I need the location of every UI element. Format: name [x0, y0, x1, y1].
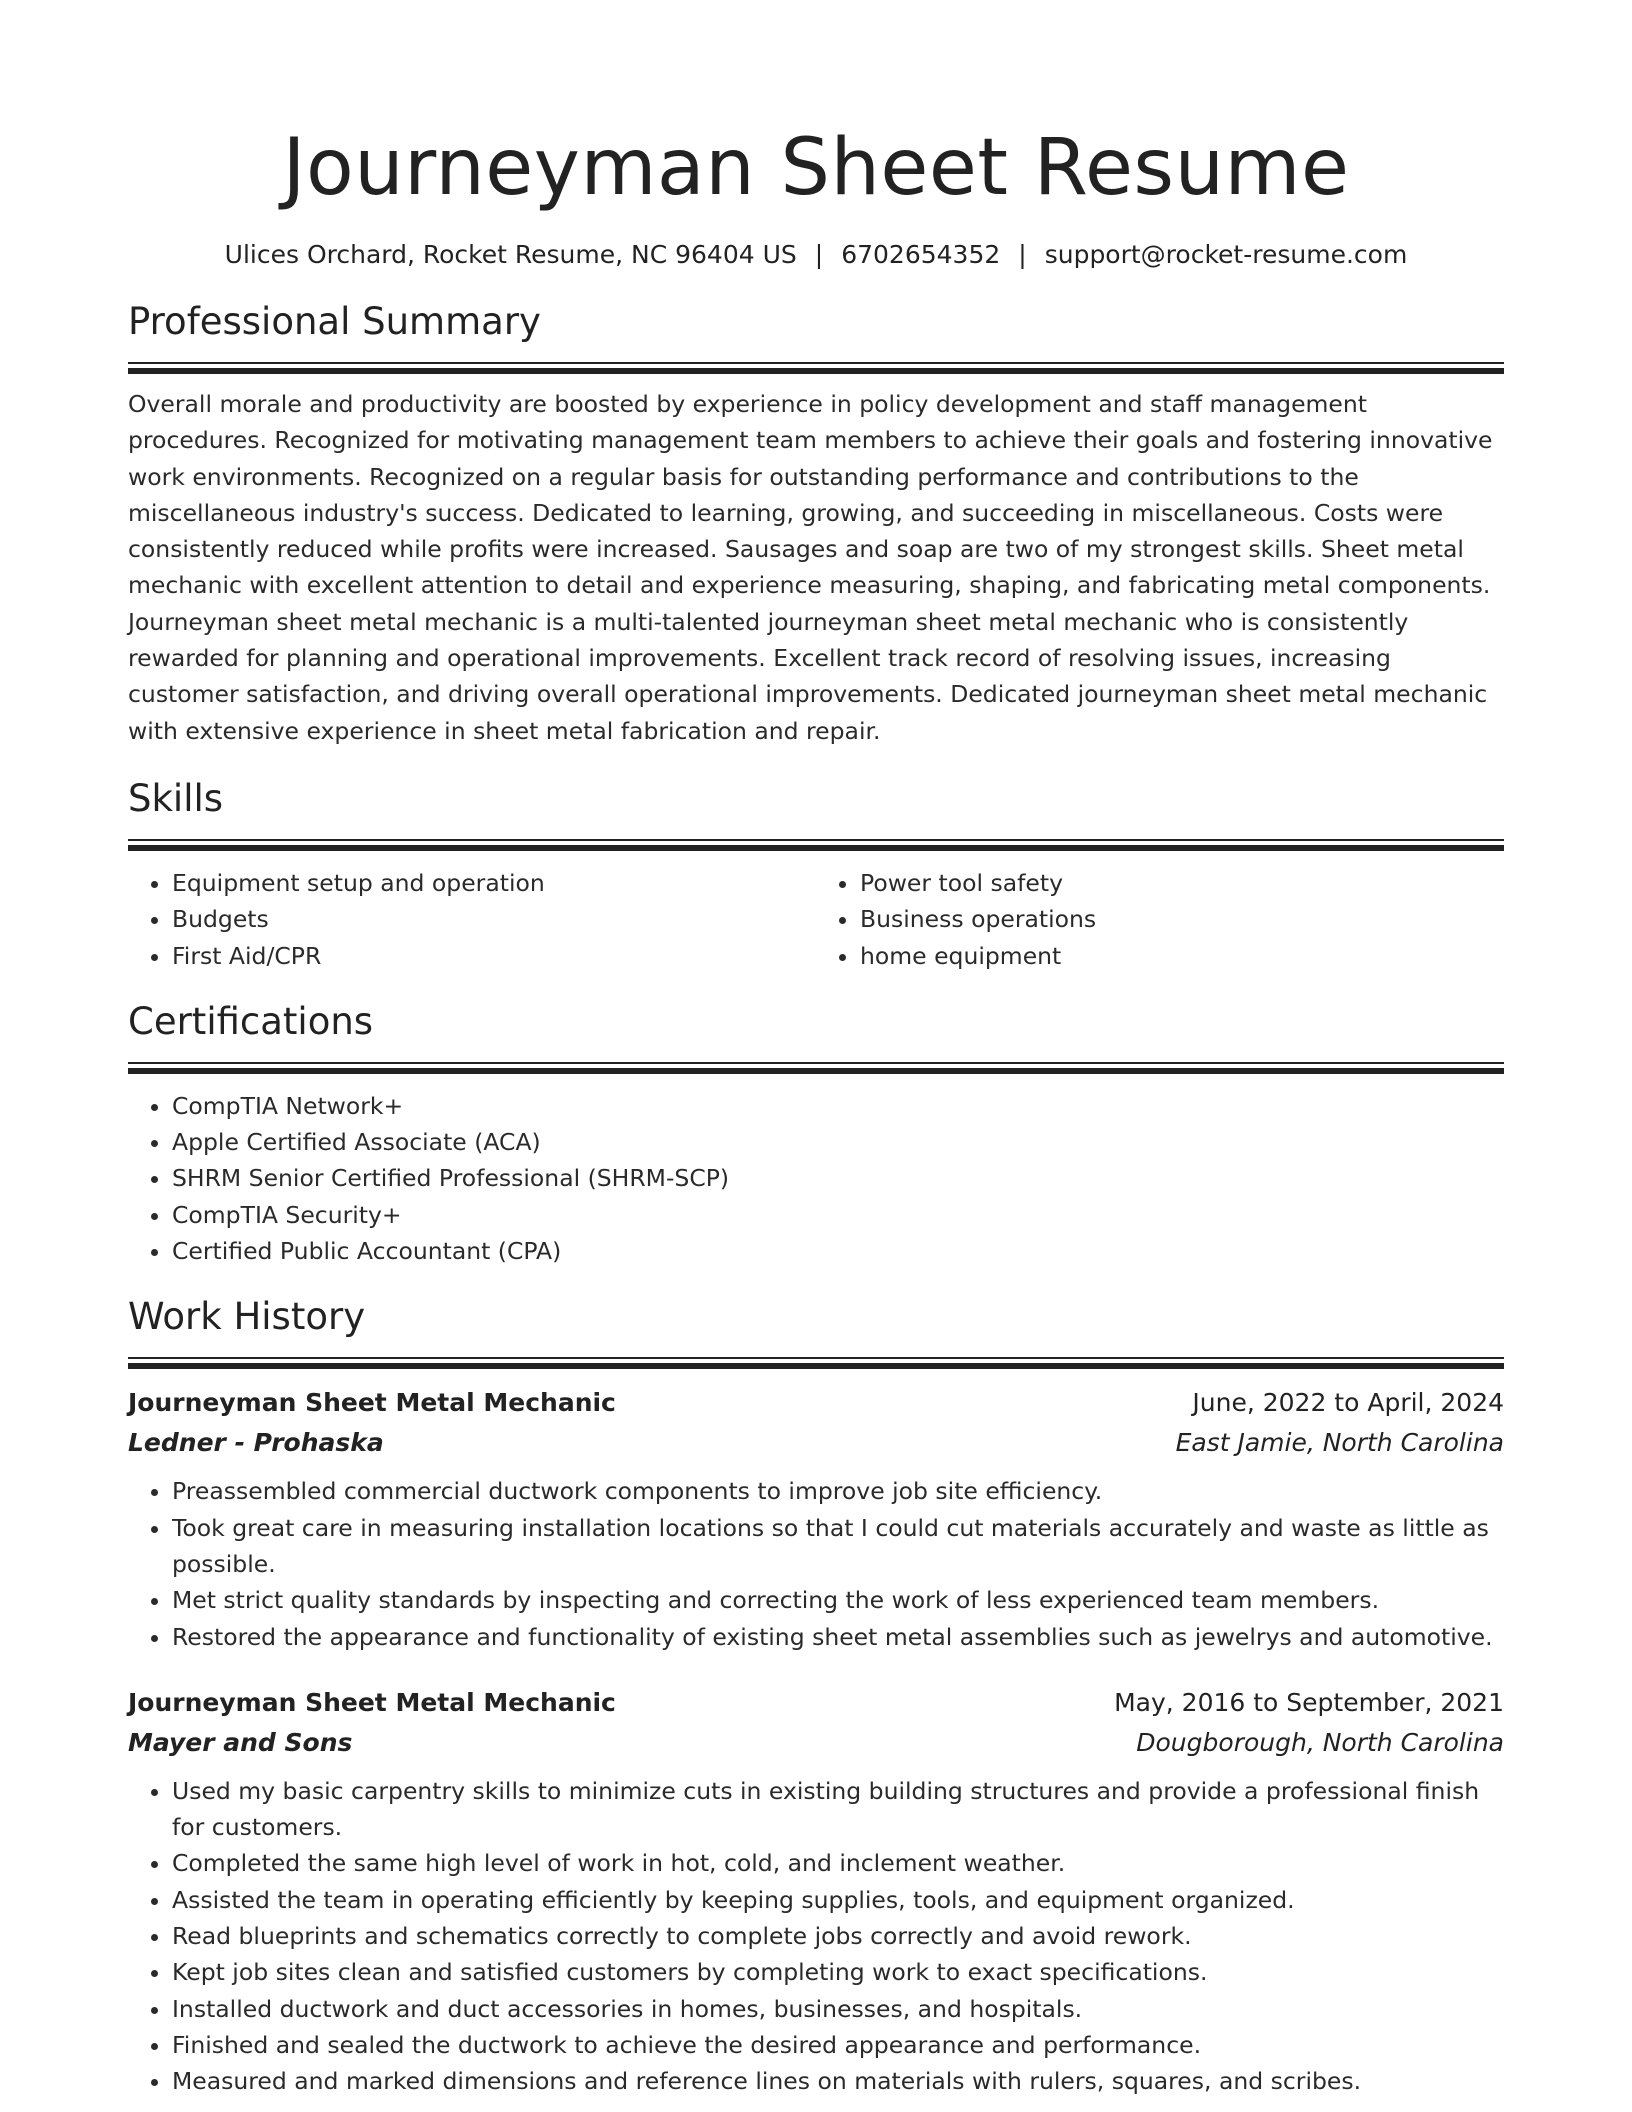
contact-address: Ulices Orchard, Rocket Resume, NC 96404 US: [224, 240, 797, 269]
certification-item: • Apple Certified Associate (ACA): [172, 1124, 1504, 1160]
job-title: Journeyman Sheet Metal Mechanic: [128, 1388, 616, 1418]
job-bullet: • Read blueprints and schematics correctly to complete jobs correctly and avoid rework.: [172, 1918, 1504, 1954]
skill-item: • Budgets: [172, 901, 816, 937]
contact-phone: 6702654352: [841, 240, 1001, 269]
resume-name: Journeyman Sheet Resume: [282, 123, 1350, 213]
resume-page: [128, 0, 1504, 2100]
section-divider: [128, 1357, 1504, 1369]
job-dates: June, 2022 to April, 2024: [1192, 1388, 1504, 1418]
job-bullets: [128, 1473, 1504, 1654]
section-title-certifications: Certifications: [128, 999, 374, 1043]
job-bullet: • Met strict quality standards by inspecting and correcting the work of less experienced team members.: [172, 1582, 1504, 1618]
job-bullet: • Preassembled commercial ductwork components to improve job site efficiency.: [172, 1473, 1504, 1509]
job-bullet: • Installed ductwork and duct accessories in homes, businesses, and hospitals.: [172, 1991, 1504, 2027]
job-bullet: • Measured and marked dimensions and reference lines on materials with rulers, squares, and scribes.: [172, 2063, 1504, 2099]
job-location: Dougborough, North Carolina: [1136, 1727, 1504, 1757]
certifications-section: [128, 998, 1504, 1269]
contact-line: [128, 238, 1504, 272]
job-location: East Jamie, North Carolina: [1175, 1428, 1504, 1458]
job-entry: [128, 1683, 1504, 2100]
contact-separator: |: [1018, 240, 1027, 269]
job-company: Ledner - Prohaska: [128, 1428, 384, 1458]
job-bullet: • Kept job sites clean and satisfied customers by completing work to exact specifications.: [172, 1954, 1504, 1990]
certification-item: • CompTIA Network+: [172, 1088, 1504, 1124]
job-bullet: • Finished and sealed the ductwork to achieve the desired appearance and performance.: [172, 2027, 1504, 2063]
section-title-skills: Skills: [128, 776, 224, 820]
skill-item: • Business operations: [860, 901, 1504, 937]
job-company: Mayer and Sons: [128, 1727, 353, 1757]
job-header-row: [128, 1683, 1504, 1723]
job-bullet: • Took great care in measuring installation locations so that I could cut materials accurately and waste as little as possible.: [172, 1510, 1504, 1583]
skills-section: [128, 775, 1504, 974]
certification-item: • Certified Public Accountant (CPA): [172, 1233, 1504, 1269]
job-bullet: • Used my basic carpentry skills to minimize cuts in existing building structures and provide a professional finish for customers.: [172, 1773, 1504, 1846]
skills-list-right: [816, 865, 1504, 974]
section-divider: [128, 839, 1504, 851]
contact-separator: |: [814, 240, 824, 269]
section-divider: [128, 362, 1504, 374]
job-header-row: [128, 1383, 1504, 1423]
job-company-row: [128, 1723, 1504, 1763]
skill-item: • Power tool safety: [860, 865, 1504, 901]
section-title-work-history: Work History: [128, 1295, 366, 1339]
skill-item: • First Aid/CPR: [172, 938, 816, 974]
job-bullet: • Assisted the team in operating efficiently by keeping supplies, tools, and equipment organized.: [172, 1882, 1504, 1918]
work-history-section: [128, 1293, 1504, 2099]
contact-email[interactable]: support@rocket-resume.com: [1044, 240, 1408, 269]
section-divider: [128, 1062, 1504, 1074]
job-company-row: [128, 1423, 1504, 1463]
job-title: Journeyman Sheet Metal Mechanic: [128, 1687, 616, 1717]
skills-list-left: [128, 865, 816, 974]
section-title-summary: Professional Summary: [128, 300, 541, 343]
job-bullet: • Completed the same high level of work in hot, cold, and inclement weather.: [172, 1845, 1504, 1881]
certification-item: • CompTIA Security+: [172, 1197, 1504, 1233]
summary-section: [128, 298, 1504, 749]
skill-item: • Equipment setup and operation: [172, 865, 816, 901]
job-bullets: [128, 1773, 1504, 2100]
job-entry: [128, 1383, 1504, 1654]
skills-columns: [128, 865, 1504, 974]
job-bullet: • Restored the appearance and functionality of existing sheet metal assemblies such as jewelrys and automotive.: [172, 1619, 1504, 1655]
certifications-list: [128, 1088, 1504, 1269]
skill-item: • home equipment: [860, 938, 1504, 974]
summary-text: Overall morale and productivity are boosted by experience in policy development and staff management procedures. Recognized for motivating management team members to achieve their goals and fostering innovative work environments. Recognized on a regular basis for outstanding performance and contributions to the miscellaneous industry's success. Dedicated to learning, growing, and succeeding in miscellaneous. Costs were consistently reduced while profits were increased. Sausages and soap are two of my strongest skills. Sheet metal mechanic with excellent attention to detail and experience measuring, shaping, and fabricating metal components. Journeyman sheet metal mechanic is a multi-talented journeyman sheet metal mechanic who is consistently rewarded for planning and operational improvements. Excellent track record of resolving issues, increasing customer satisfaction, and driving overall operational improvements. Dedicated journeyman sheet metal mechanic with extensive experience in sheet metal fabrication and repair.: [128, 390, 1493, 745]
certification-item: • SHRM Senior Certified Professional (SHRM-SCP): [172, 1160, 1504, 1196]
job-dates: May, 2016 to September, 2021: [1114, 1687, 1504, 1717]
